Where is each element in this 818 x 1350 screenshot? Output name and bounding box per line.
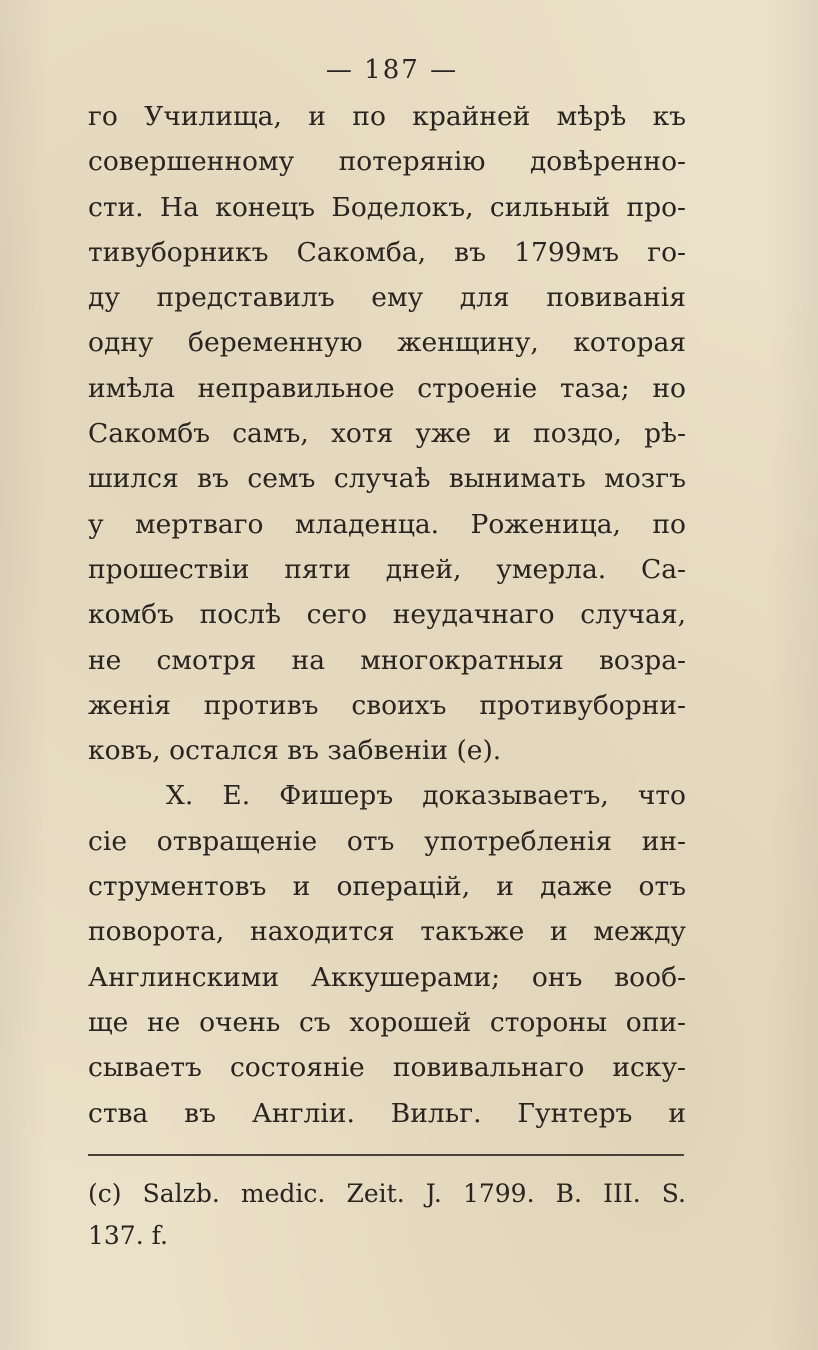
- text-line: ства въ Англіи. Вильг. Гунтеръ и: [88, 1097, 686, 1129]
- text-line: прошествіи пяти дней, умерла. Са-: [88, 553, 686, 585]
- text-line: комбъ послѣ сего неудачнаго случая,: [88, 599, 686, 631]
- footnote: [88, 1173, 686, 1257]
- footnote-line: 137. f.: [88, 1220, 168, 1250]
- text-line: Сакомбъ самъ, хотя уже и поздо, рѣ-: [88, 418, 686, 450]
- text-line: ковъ, остался въ забвеніи (e).: [88, 735, 502, 767]
- footnote-line: (c) Salzb. medic. Zeit. J. 1799. B. III. S.: [88, 1178, 686, 1208]
- page-number: — 187 —: [325, 55, 459, 85]
- paragraph-2: [88, 773, 686, 1135]
- text-line: сываетъ состояніе повивальнаго иску-: [88, 1052, 686, 1084]
- text-line: не смотря на многократныя возра-: [88, 644, 686, 676]
- text-line: ще не очень съ хорошей стороны опи-: [88, 1006, 686, 1038]
- text-line: у мертваго младенца. Роженица, по: [88, 508, 686, 540]
- text-line: сти. На конецъ Боделокъ, сильный про-: [88, 191, 686, 223]
- text-line: поворота, находится такъже и между: [88, 916, 686, 948]
- text-line: сіе отвращеніе отъ употребленія ин-: [88, 825, 686, 857]
- book-page: [88, 50, 686, 1257]
- text-line: го Училища, и по крайней мѣрѣ къ: [88, 101, 686, 132]
- text-line: женія противъ своихъ противуборни-: [88, 689, 686, 721]
- text-line: Англинскими Аккушерами; онъ вооб-: [88, 961, 686, 993]
- text-line: имѣла неправильное строеніе таза; но: [88, 372, 686, 404]
- text-line: струментовъ и операцій, и даже отъ: [88, 871, 686, 903]
- text-line: совершенному потерянію довѣренно-: [88, 146, 686, 178]
- paragraph-1: [88, 94, 686, 773]
- text-line: шился въ семъ случаѣ вынимать мозгъ: [88, 463, 686, 495]
- text-line: тивуборникъ Сакомба, въ 1799мъ го-: [88, 236, 686, 268]
- footnote-divider: [88, 1154, 684, 1159]
- text-line: Х. Е. Фишеръ доказываетъ, что: [166, 780, 686, 812]
- text-line: одну беременную женщину, которая: [88, 327, 686, 359]
- text-line: ду представилъ ему для повиванія: [88, 282, 686, 314]
